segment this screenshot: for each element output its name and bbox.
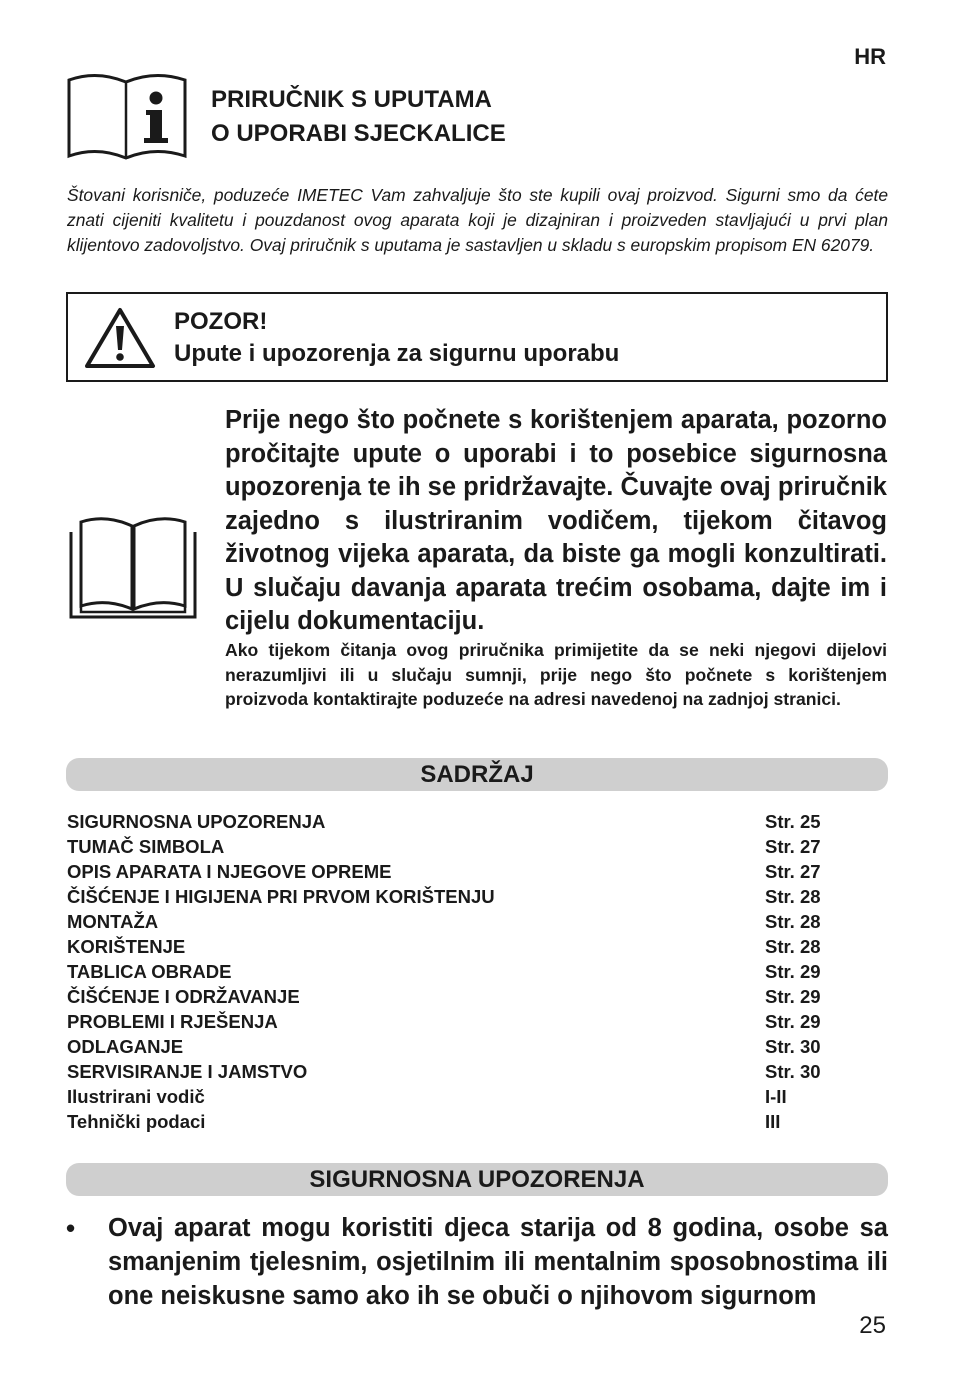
toc-entry [67,1034,831,1059]
toc-entry-label: SERVISIRANJE I JAMSTVO [67,1061,308,1082]
page-number: 25 [859,1312,886,1339]
language-code: HR [854,44,886,69]
toc-entry-label: Ilustrirani vodič [67,1086,205,1107]
toc-entry [67,1009,831,1034]
warning-triangle-icon [84,306,156,370]
toc-entry-page: Str. 30 [765,1036,821,1057]
toc-entry [67,859,831,884]
read-instructions-note: Ako tijekom čitanja ovog priručnika primijetite da se neki njegovi dijelovi nerazumljivi ili u slučaju sumnji, prije nego što počnete s korištenjem proizvoda kontaktirajte poduzeće na adresi navedenoj na zadnjoj stranici. [225,640,887,709]
toc-entry-page: Str. 29 [765,1011,821,1032]
toc-entry [67,959,831,984]
info-manual-icon [66,72,188,160]
toc-entry-page: Str. 30 [765,1061,821,1082]
bullet-marker: • [66,1213,76,1243]
toc-entry-page: Str. 28 [765,936,821,957]
toc-entry-page: Str. 28 [765,911,821,932]
toc-entry [67,809,831,834]
toc-entry-label: PROBLEMI I RJEŠENJA [67,1011,278,1032]
toc-entry-label: ČIŠĆENJE I HIGIJENA PRI PRVOM KORIŠTENJU [67,886,495,907]
toc-entry-label: OPIS APARATA I NJEGOVE OPREME [67,861,392,882]
toc-entry-page: Str. 27 [765,836,821,857]
toc-heading: SADRŽAJ [66,758,888,791]
toc-entry-label: KORIŠTENJE [67,936,186,957]
toc-entry [67,909,831,934]
toc-entry-page: III [765,1111,781,1132]
toc-entry [67,834,831,859]
toc-entry [67,1109,831,1134]
toc-entry-page: Str. 29 [765,961,821,982]
toc-entry-page: Str. 25 [765,811,821,832]
toc-entry-label: Tehnički podaci [67,1111,206,1132]
toc-entry-label: TABLICA OBRADE [67,961,232,982]
toc-entry [67,934,831,959]
warning-text [174,306,619,370]
manual-title [211,83,506,151]
toc-entry [67,1059,831,1084]
warning-box [66,292,888,382]
warning-title: POZOR! [174,308,268,335]
read-instructions-text: Prije nego što počnete s korištenjem aparata, pozorno pročitajte upute o uporabi i to posebice sigurnosna upozorenja te ih se pridržavajte. Čuvajte ovaj priručnik zajedno s ilustriranim vodičem, tijekom čitavog životnog vijeka aparata, da biste ga mogli konzultirati. U slučaju davanja aparata trećim osobama, dajte im i cijelu dokumentaciju. [225,406,887,635]
toc-entry-label: TUMAČ SIMBOLA [67,836,225,857]
toc-entry-page: Str. 27 [765,861,821,882]
toc-entry-page: Str. 29 [765,986,821,1007]
open-book-icon [68,514,198,620]
toc-entry [67,884,831,909]
safety-item-text: Ovaj aparat mogu koristiti djeca starija od 8 godina, osobe sa smanjenim tjelesnim, osjetilnim ili mentalnim sposobnostima ili one neiskusne samo ako ih se obuči o njihovom sigurnom [108,1214,888,1310]
toc-entry-page: Str. 28 [765,886,821,907]
table-of-contents [67,809,831,1134]
toc-entry-label: MONTAŽA [67,911,159,932]
toc-entry-label: ODLAGANJE [67,1036,184,1057]
toc-entry-label: ČIŠĆENJE I ODRŽAVANJE [67,986,300,1007]
toc-entry [67,1084,831,1109]
warning-subtitle: Upute i upozorenja za sigurnu uporabu [174,340,620,367]
intro-paragraph: Štovani korisniče, poduzeće IMETEC Vam zahvaljuje što ste kupili ovaj proizvod. Sigurni smo da ćete znati cijeniti kvalitetu i pouzdanost ovog aparata koji je dizajniran i proizveden stavljajući u prvi plan klijentovo zadovoljstvo. Ovaj priručnik s uputama je sastavljen u skladu s europskim propisom EN 62079. [67,185,888,255]
manual-title-line-1: PRIRUČNIK S UPUTAMA [211,86,492,113]
safety-heading: SIGURNOSNA UPOZORENJA [66,1163,888,1196]
manual-title-line-2: O UPORABI SJECKALICE [211,120,506,147]
toc-entry [67,984,831,1009]
toc-entry-page: I-II [765,1086,787,1107]
toc-entry-label: SIGURNOSNA UPOZORENJA [67,811,326,832]
